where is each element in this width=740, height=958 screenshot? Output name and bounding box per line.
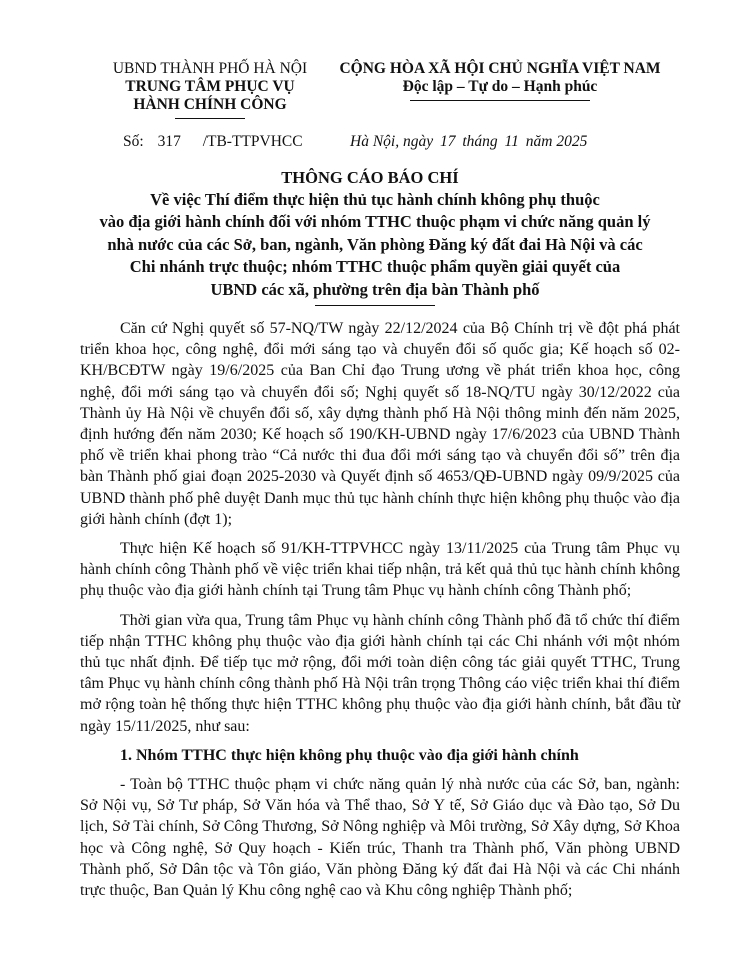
document-title: THÔNG CÁO BÁO CHÍ [281, 168, 459, 187]
document-subject [80, 189, 670, 306]
motto-underline [410, 100, 590, 101]
date-day: 17 [439, 133, 456, 150]
subject-line: UBND các xã, phường trên địa bàn Thành phố [210, 279, 540, 299]
subject-underline [315, 305, 435, 306]
date-prefix: Hà Nội, ngày [350, 133, 434, 150]
issuing-agency-block [100, 60, 320, 119]
body-paragraph: Căn cứ Nghị quyết số 57-NQ/TW ngày 22/12/2024 của Bộ Chính trị về đột phá phát triển khoa học, công nghệ, đổi mới sáng tạo và chuyển đổi số quốc gia; Kế hoạch số 02-KH/BCĐTW ngày 19/6/2025 của Ban Chỉ đạo Trung ương về phát triển khoa học, công nghệ, đổi mới sáng tạo và chuyển đổi số; Nghị quyết số 18-NQ/TU ngày 30/12/2022 của Thành ủy Hà Nội về chuyển đổi số, xây dựng thành phố Hà Nội thông minh đến năm 2025, định hướng đến năm 2030; Kế hoạch số 190/KH-UBND ngày 17/6/2023 của UBND Thành phố về triển khai phong trào “Cả nước thi đua đổi mới sáng tạo và chuyển đổi số” trên địa bàn Thành phố giai đoạn 2025-2030 và Quyết định số 4653/QĐ-UBND ngày 09/9/2025 của UBND thành phố phê duyệt Danh mục thủ tục hành chính thực hiện không phụ thuộc vào địa giới hành chính (đợt 1); [80, 320, 680, 528]
national-motto: Độc lập – Tự do – Hạnh phúc [402, 78, 598, 95]
agency-name-line1: TRUNG TÂM PHỤC VỤ [125, 78, 295, 95]
agency-underline [175, 118, 245, 119]
subject-line: nhà nước của các Sở, ban, ngành, Văn phòng Đăng ký đất đai Hà Nội và các [107, 234, 643, 254]
body-paragraph: Thực hiện Kế hoạch số 91/KH-TTPVHCC ngày 13/11/2025 của Trung tâm Phục vụ hành chính công Thành phố về việc triển khai tiếp nhận, trả kết quả thủ tục hành chính không phụ thuộc vào địa giới hành chính tại Trung tâm Phục vụ hành chính công Thành phố; [80, 540, 680, 600]
national-title: CỘNG HÒA XÃ HỘI CHỦ NGHĨA VIỆT NAM [339, 60, 661, 77]
number-value: 317 [157, 133, 181, 150]
document-number [123, 133, 303, 151]
subject-line: Về việc Thí điểm thực hiện thủ tục hành chính không phụ thuộc [150, 190, 600, 209]
subject-line: Chi nhánh trực thuộc; nhóm TTHC thuộc phẩm quyền giải quyết của [129, 257, 621, 277]
subject-line: vào địa giới hành chính đối với nhóm TTHC thuộc phạm vi chức năng quản lý [99, 212, 651, 232]
parent-agency: UBND THÀNH PHỐ HÀ NỘI [112, 60, 308, 77]
date-month: 11 [504, 133, 519, 150]
document-body [80, 318, 680, 901]
national-title-block [330, 60, 670, 101]
issue-date [350, 133, 587, 151]
section-heading: 1. Nhóm TTHC thực hiện không phụ thuộc vào địa giới hành chính [120, 746, 579, 764]
date-year: năm 2025 [525, 133, 588, 150]
document-code: /TB-TTPVHCC [202, 133, 303, 150]
agency-name-line2: HÀNH CHÍNH CÔNG [133, 96, 287, 113]
number-label: Số: [123, 133, 144, 150]
body-paragraph: - Toàn bộ TTHC thuộc phạm vi chức năng quản lý nhà nước của các Sở, ban, ngành: Sở Nội vụ, Sở Tư pháp, Sở Văn hóa và Thể thao, Sở Y tế, Sở Giáo dục và Đào tạo, Sở Du lịch, Sở Tài chính, Sở Công Thương, Sở Nông nghiệp và Môi trường, Sở Xây dựng, Sở Khoa học và Công nghệ, Sở Quy hoạch - Kiến trúc, Thanh tra Thành phố, Văn phòng UBND Thành phố, Sở Dân tộc và Tôn giáo, Văn phòng Đăng ký đất đai Hà Nội và các Chi nhánh trực thuộc, Ban Quản lý Khu công nghệ cao và Khu công nghiệp Thành phố; [80, 776, 680, 900]
date-month-label: tháng [462, 133, 498, 150]
body-paragraph: Thời gian vừa qua, Trung tâm Phục vụ hành chính công Thành phố đã tổ chức thí điểm tiếp nhận TTHC không phụ thuộc vào địa giới hành chính tại các Chi nhánh với một nhóm thủ tục nhất định. Để tiếp tục mở rộng, đổi mới toàn diện công tác giải quyết TTHC, Trung tâm Phục vụ hành chính công thành phố Hà Nội trân trọng Thông cáo việc triển khai thí điểm mở rộng toàn hệ thống thực hiện TTHC không phụ thuộc vào địa giới hành chính, bắt đầu từ ngày 15/11/2025, như sau: [80, 611, 680, 735]
